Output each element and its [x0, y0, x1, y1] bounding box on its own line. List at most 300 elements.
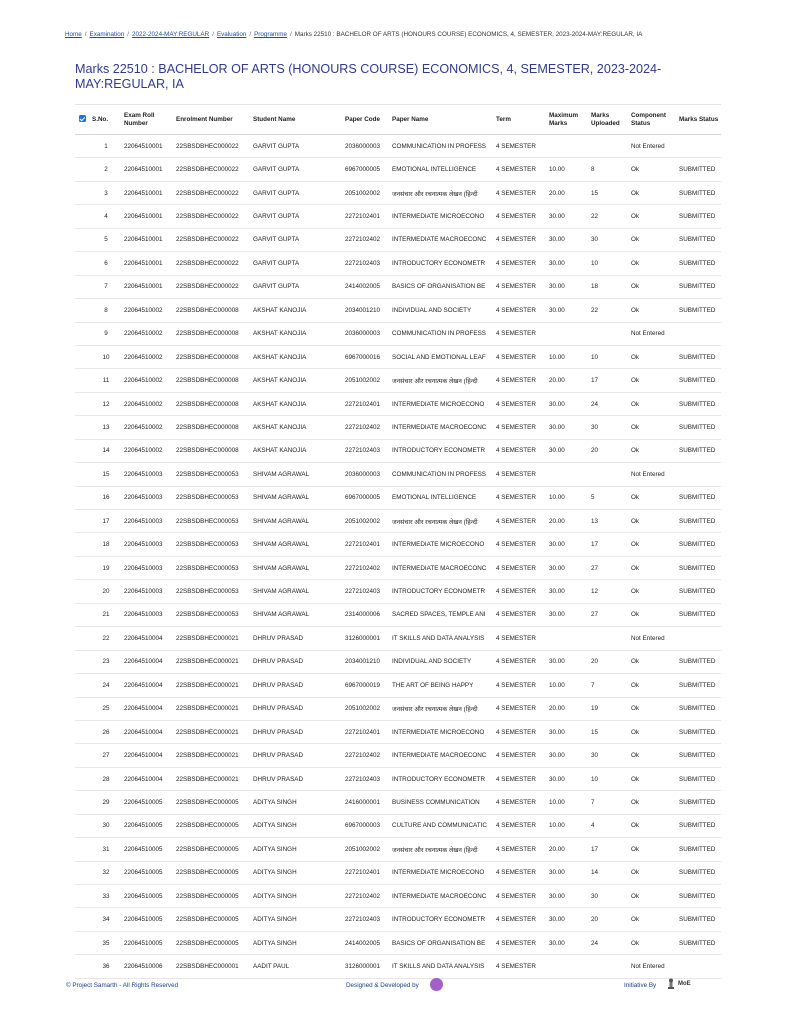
- table-row[interactable]: [75, 135, 721, 158]
- breadcrumb-examination[interactable]: Examination: [89, 31, 125, 38]
- cell-component-status: Ok: [629, 720, 677, 743]
- cell-paper-name: COMMUNICATION IN PROFESS: [390, 135, 494, 158]
- row-checkbox-cell[interactable]: [75, 510, 90, 533]
- cell-enrolment-number: 22SBSDBHEC000053: [174, 510, 251, 533]
- cell-maximum-marks: 30.00: [547, 252, 589, 275]
- cell-maximum-marks: 30.00: [547, 885, 589, 908]
- cell-marks-status: SUBMITTED: [677, 416, 721, 439]
- cell-enrolment-number: 22SBSDBHEC000053: [174, 556, 251, 579]
- cell-component-status: Ok: [629, 838, 677, 861]
- row-checkbox-cell[interactable]: [75, 861, 90, 884]
- row-checkbox-cell[interactable]: [75, 814, 90, 837]
- cell-maximum-marks: 30.00: [547, 392, 589, 415]
- cell-paper-name: INTERMEDIATE MICROECONO: [390, 392, 494, 415]
- table-row[interactable]: [75, 931, 721, 954]
- row-checkbox-cell[interactable]: [75, 533, 90, 556]
- cell-paper-code: 3126000001: [343, 955, 390, 978]
- row-checkbox-cell[interactable]: [75, 955, 90, 978]
- cell-enrolment-number: 22SBSDBHEC000053: [174, 463, 251, 486]
- cell-student-name: ADITYA SINGH: [251, 814, 343, 837]
- row-checkbox-cell[interactable]: [75, 228, 90, 251]
- cell-marks-uploaded: 27: [589, 603, 629, 626]
- cell-marks-status: SUBMITTED: [677, 931, 721, 954]
- table-row[interactable]: [75, 416, 721, 439]
- row-checkbox-cell[interactable]: [75, 158, 90, 181]
- row-checkbox-cell[interactable]: [75, 205, 90, 228]
- cell-term: 4 SEMESTER: [494, 252, 547, 275]
- row-checkbox-cell[interactable]: [75, 931, 90, 954]
- table-row[interactable]: [75, 580, 721, 603]
- cell-paper-name: जनसंचार और रचनात्मक लेखन (हिन्दी: [390, 510, 494, 533]
- cell-roll-number: 22064510004: [122, 627, 174, 650]
- table-row[interactable]: [75, 275, 721, 298]
- cell-marks-uploaded: 24: [589, 931, 629, 954]
- cell-marks-status: SUBMITTED: [677, 228, 721, 251]
- cell-component-status: Ok: [629, 931, 677, 954]
- cell-roll-number: 22064510001: [122, 252, 174, 275]
- cell-marks-status: SUBMITTED: [677, 674, 721, 697]
- table-row[interactable]: [75, 158, 721, 181]
- table-row[interactable]: [75, 205, 721, 228]
- cell-marks-uploaded: 17: [589, 838, 629, 861]
- cell-marks-status: SUBMITTED: [677, 392, 721, 415]
- cell-paper-name: INTERMEDIATE MACROECONC: [390, 885, 494, 908]
- cell-sno: 21: [90, 603, 122, 626]
- cell-marks-uploaded: 22: [589, 205, 629, 228]
- cell-paper-code: 2272102401: [343, 861, 390, 884]
- cell-component-status: Ok: [629, 885, 677, 908]
- moe-mark-text: MoE: [678, 981, 691, 987]
- cell-marks-uploaded: 24: [589, 392, 629, 415]
- table-row[interactable]: [75, 908, 721, 931]
- cell-roll-number: 22064510005: [122, 861, 174, 884]
- cell-term: 4 SEMESTER: [494, 744, 547, 767]
- row-checkbox-cell[interactable]: [75, 275, 90, 298]
- table-row[interactable]: [75, 650, 721, 673]
- row-checkbox-cell[interactable]: [75, 416, 90, 439]
- cell-marks-uploaded: [589, 322, 629, 345]
- cell-sno: 9: [90, 322, 122, 345]
- header-maximum-marks: Maximum Marks: [547, 105, 589, 135]
- cell-marks-uploaded: 17: [589, 369, 629, 392]
- cell-paper-code: 2272102403: [343, 252, 390, 275]
- cell-student-name: ADITYA SINGH: [251, 838, 343, 861]
- cell-paper-name: INTERMEDIATE MACROECONC: [390, 416, 494, 439]
- cell-maximum-marks: 10.00: [547, 345, 589, 368]
- row-checkbox-cell[interactable]: [75, 486, 90, 509]
- cell-paper-code: 2034001210: [343, 650, 390, 673]
- cell-enrolment-number: 22SBSDBHEC000008: [174, 439, 251, 462]
- footer-designed-by: Designed & Developed by: [346, 982, 419, 989]
- table-row[interactable]: [75, 838, 721, 861]
- cell-component-status: Ok: [629, 299, 677, 322]
- cell-term: 4 SEMESTER: [494, 228, 547, 251]
- cell-sno: 14: [90, 439, 122, 462]
- cell-maximum-marks: 10.00: [547, 674, 589, 697]
- cell-paper-code: 2314000006: [343, 603, 390, 626]
- cell-maximum-marks: 30.00: [547, 416, 589, 439]
- cell-maximum-marks: 30.00: [547, 650, 589, 673]
- cell-sno: 17: [90, 510, 122, 533]
- cell-student-name: SHIVAM AGRAWAL: [251, 556, 343, 579]
- row-checkbox-cell[interactable]: [75, 556, 90, 579]
- cell-term: 4 SEMESTER: [494, 580, 547, 603]
- table-row[interactable]: [75, 791, 721, 814]
- cell-marks-status: SUBMITTED: [677, 252, 721, 275]
- cell-sno: 4: [90, 205, 122, 228]
- row-checkbox-cell[interactable]: [75, 885, 90, 908]
- cell-paper-code: 2272102401: [343, 392, 390, 415]
- cell-roll-number: 22064510002: [122, 345, 174, 368]
- cell-paper-code: 2272102403: [343, 439, 390, 462]
- cell-paper-name: BUSINESS COMMUNICATION: [390, 791, 494, 814]
- cell-marks-status: SUBMITTED: [677, 814, 721, 837]
- row-checkbox-cell[interactable]: [75, 463, 90, 486]
- table-row[interactable]: [75, 556, 721, 579]
- table-row[interactable]: [75, 767, 721, 790]
- cell-maximum-marks: 10.00: [547, 486, 589, 509]
- cell-term: 4 SEMESTER: [494, 791, 547, 814]
- cell-paper-code: 3126000001: [343, 627, 390, 650]
- cell-sno: 27: [90, 744, 122, 767]
- table-row[interactable]: [75, 885, 721, 908]
- cell-maximum-marks: 30.00: [547, 767, 589, 790]
- cell-roll-number: 22064510004: [122, 697, 174, 720]
- cell-marks-uploaded: 27: [589, 556, 629, 579]
- cell-sno: 1: [90, 135, 122, 158]
- row-checkbox-cell[interactable]: [75, 252, 90, 275]
- cell-maximum-marks: 30.00: [547, 275, 589, 298]
- cell-enrolment-number: 22SBSDBHEC000053: [174, 486, 251, 509]
- cell-marks-status: [677, 627, 721, 650]
- header-paper-code: Paper Code: [343, 105, 390, 135]
- breadcrumb-current: Marks 22510 : BACHELOR OF ARTS (HONOURS COURSE) ECONOMICS, 4, SEMESTER, 2023-2024-MAY:REGULAR, IA: [294, 31, 643, 38]
- table-row[interactable]: [75, 181, 721, 204]
- cell-component-status: Ok: [629, 908, 677, 931]
- cell-roll-number: 22064510003: [122, 486, 174, 509]
- cell-term: 4 SEMESTER: [494, 158, 547, 181]
- header-roll-number: Exam Roll Number: [122, 105, 174, 135]
- cell-sno: 24: [90, 674, 122, 697]
- cell-term: 4 SEMESTER: [494, 322, 547, 345]
- project-samarth-logo-icon[interactable]: [430, 978, 443, 991]
- table-row[interactable]: [75, 955, 721, 978]
- cell-maximum-marks: 30.00: [547, 228, 589, 251]
- cell-term: 4 SEMESTER: [494, 486, 547, 509]
- cell-enrolment-number: 22SBSDBHEC000022: [174, 205, 251, 228]
- table-row[interactable]: [75, 627, 721, 650]
- cell-student-name: SHIVAM AGRAWAL: [251, 486, 343, 509]
- cell-term: 4 SEMESTER: [494, 205, 547, 228]
- table-row[interactable]: [75, 674, 721, 697]
- table-row[interactable]: [75, 439, 721, 462]
- cell-maximum-marks: 30.00: [547, 205, 589, 228]
- cell-enrolment-number: 22SBSDBHEC000008: [174, 369, 251, 392]
- cell-paper-code: 6967000005: [343, 486, 390, 509]
- cell-paper-code: 2036000003: [343, 322, 390, 345]
- cell-roll-number: 22064510005: [122, 931, 174, 954]
- cell-component-status: Ok: [629, 205, 677, 228]
- row-checkbox-cell[interactable]: [75, 345, 90, 368]
- row-checkbox-cell[interactable]: [75, 369, 90, 392]
- row-checkbox-cell[interactable]: [75, 791, 90, 814]
- table-row[interactable]: [75, 369, 721, 392]
- table-header-row: [75, 105, 721, 135]
- cell-sno: 35: [90, 931, 122, 954]
- cell-enrolment-number: 22SBSDBHEC000008: [174, 416, 251, 439]
- cell-marks-uploaded: 30: [589, 744, 629, 767]
- row-checkbox-cell[interactable]: [75, 603, 90, 626]
- cell-paper-code: 2272102402: [343, 416, 390, 439]
- cell-term: 4 SEMESTER: [494, 838, 547, 861]
- cell-sno: 32: [90, 861, 122, 884]
- table-row[interactable]: [75, 744, 721, 767]
- breadcrumb-session[interactable]: 2022-2024-MAY:REGULAR: [131, 31, 210, 38]
- cell-paper-name: INTRODUCTORY ECONOMETR: [390, 580, 494, 603]
- breadcrumb: [65, 31, 765, 38]
- cell-enrolment-number: 22SBSDBHEC000005: [174, 885, 251, 908]
- cell-sno: 3: [90, 181, 122, 204]
- cell-term: 4 SEMESTER: [494, 650, 547, 673]
- select-all-checkbox-icon[interactable]: [79, 115, 86, 122]
- cell-paper-name: INDIVIDUAL AND SOCIETY: [390, 299, 494, 322]
- cell-student-name: SHIVAM AGRAWAL: [251, 510, 343, 533]
- cell-enrolment-number: 22SBSDBHEC000005: [174, 791, 251, 814]
- cell-paper-name: INTERMEDIATE MICROECONO: [390, 205, 494, 228]
- cell-sno: 13: [90, 416, 122, 439]
- cell-sno: 6: [90, 252, 122, 275]
- cell-enrolment-number: 22SBSDBHEC000005: [174, 861, 251, 884]
- row-checkbox-cell[interactable]: [75, 627, 90, 650]
- table-row[interactable]: [75, 603, 721, 626]
- cell-marks-status: SUBMITTED: [677, 603, 721, 626]
- cell-roll-number: 22064510002: [122, 369, 174, 392]
- cell-maximum-marks: [547, 463, 589, 486]
- cell-student-name: SHIVAM AGRAWAL: [251, 580, 343, 603]
- cell-student-name: AKSHAT KANOJIA: [251, 369, 343, 392]
- cell-maximum-marks: 30.00: [547, 744, 589, 767]
- cell-enrolment-number: 22SBSDBHEC000001: [174, 955, 251, 978]
- cell-student-name: DHRUV PRASAD: [251, 650, 343, 673]
- cell-paper-name: INTRODUCTORY ECONOMETR: [390, 767, 494, 790]
- cell-student-name: AKSHAT KANOJIA: [251, 299, 343, 322]
- cell-term: 4 SEMESTER: [494, 181, 547, 204]
- row-checkbox-cell[interactable]: [75, 674, 90, 697]
- cell-maximum-marks: 30.00: [547, 439, 589, 462]
- table-row[interactable]: [75, 861, 721, 884]
- cell-marks-status: SUBMITTED: [677, 791, 721, 814]
- cell-paper-name: INTERMEDIATE MICROECONO: [390, 720, 494, 743]
- cell-roll-number: 22064510005: [122, 791, 174, 814]
- cell-paper-code: 2272102403: [343, 767, 390, 790]
- cell-enrolment-number: 22SBSDBHEC000008: [174, 392, 251, 415]
- table-row[interactable]: [75, 392, 721, 415]
- cell-enrolment-number: 22SBSDBHEC000005: [174, 838, 251, 861]
- footer-initiative-by: Initiative By: [624, 982, 657, 989]
- cell-term: 4 SEMESTER: [494, 369, 547, 392]
- cell-enrolment-number: 22SBSDBHEC000005: [174, 908, 251, 931]
- cell-marks-status: SUBMITTED: [677, 275, 721, 298]
- cell-sno: 31: [90, 838, 122, 861]
- cell-paper-code: 2416000001: [343, 791, 390, 814]
- row-checkbox-cell[interactable]: [75, 439, 90, 462]
- cell-term: 4 SEMESTER: [494, 416, 547, 439]
- header-marks-uploaded: Marks Uploaded: [589, 105, 629, 135]
- row-checkbox-cell[interactable]: [75, 744, 90, 767]
- cell-marks-uploaded: 19: [589, 697, 629, 720]
- cell-component-status: Ok: [629, 556, 677, 579]
- cell-maximum-marks: 30.00: [547, 580, 589, 603]
- cell-term: 4 SEMESTER: [494, 908, 547, 931]
- cell-roll-number: 22064510001: [122, 205, 174, 228]
- cell-marks-status: SUBMITTED: [677, 510, 721, 533]
- cell-sno: 28: [90, 767, 122, 790]
- cell-sno: 11: [90, 369, 122, 392]
- cell-paper-code: 2051002002: [343, 181, 390, 204]
- row-checkbox-cell[interactable]: [75, 697, 90, 720]
- cell-student-name: GARVIT GUPTA: [251, 135, 343, 158]
- select-all-checkbox-cell[interactable]: [75, 105, 90, 135]
- row-checkbox-cell[interactable]: [75, 322, 90, 345]
- cell-maximum-marks: 30.00: [547, 861, 589, 884]
- row-checkbox-cell[interactable]: [75, 580, 90, 603]
- row-checkbox-cell[interactable]: [75, 299, 90, 322]
- row-checkbox-cell[interactable]: [75, 135, 90, 158]
- cell-student-name: DHRUV PRASAD: [251, 744, 343, 767]
- cell-enrolment-number: 22SBSDBHEC000021: [174, 674, 251, 697]
- cell-component-status: Ok: [629, 791, 677, 814]
- row-checkbox-cell[interactable]: [75, 767, 90, 790]
- cell-roll-number: 22064510002: [122, 439, 174, 462]
- cell-roll-number: 22064510001: [122, 275, 174, 298]
- table-row[interactable]: [75, 486, 721, 509]
- table-row[interactable]: [75, 533, 721, 556]
- cell-roll-number: 22064510001: [122, 181, 174, 204]
- cell-marks-status: [677, 135, 721, 158]
- cell-paper-name: जनसंचार और रचनात्मक लेखन (हिन्दी: [390, 369, 494, 392]
- breadcrumb-programme[interactable]: Programme: [254, 31, 287, 38]
- cell-component-status: Ok: [629, 674, 677, 697]
- breadcrumb-separator: /: [212, 31, 214, 38]
- cell-marks-status: SUBMITTED: [677, 181, 721, 204]
- cell-component-status: Ok: [629, 252, 677, 275]
- cell-paper-code: 2414002005: [343, 931, 390, 954]
- cell-student-name: SHIVAM AGRAWAL: [251, 463, 343, 486]
- cell-term: 4 SEMESTER: [494, 533, 547, 556]
- table-row[interactable]: [75, 697, 721, 720]
- table-row[interactable]: [75, 345, 721, 368]
- table-row[interactable]: [75, 720, 721, 743]
- cell-sno: 25: [90, 697, 122, 720]
- cell-paper-code: 2034001210: [343, 299, 390, 322]
- row-checkbox-cell[interactable]: [75, 392, 90, 415]
- cell-paper-name: INTERMEDIATE MACROECONC: [390, 744, 494, 767]
- breadcrumb-separator: /: [127, 31, 129, 38]
- breadcrumb-home[interactable]: Home: [65, 31, 82, 38]
- cell-component-status: Ok: [629, 767, 677, 790]
- cell-paper-code: 6967000005: [343, 158, 390, 181]
- cell-student-name: ADITYA SINGH: [251, 885, 343, 908]
- cell-maximum-marks: 30.00: [547, 299, 589, 322]
- cell-term: 4 SEMESTER: [494, 345, 547, 368]
- table-row[interactable]: [75, 228, 721, 251]
- cell-term: 4 SEMESTER: [494, 299, 547, 322]
- cell-paper-name: INTRODUCTORY ECONOMETR: [390, 252, 494, 275]
- cell-paper-code: 2414002005: [343, 275, 390, 298]
- cell-paper-name: SACRED SPACES, TEMPLE ANI: [390, 603, 494, 626]
- row-checkbox-cell[interactable]: [75, 838, 90, 861]
- cell-sno: 29: [90, 791, 122, 814]
- breadcrumb-evaluation[interactable]: Evaluation: [216, 31, 247, 38]
- cell-marks-uploaded: [589, 463, 629, 486]
- cell-maximum-marks: 30.00: [547, 556, 589, 579]
- cell-roll-number: 22064510005: [122, 838, 174, 861]
- cell-term: 4 SEMESTER: [494, 767, 547, 790]
- cell-roll-number: 22064510006: [122, 955, 174, 978]
- cell-enrolment-number: 22SBSDBHEC000022: [174, 275, 251, 298]
- cell-paper-name: INTERMEDIATE MACROECONC: [390, 556, 494, 579]
- cell-roll-number: 22064510001: [122, 135, 174, 158]
- cell-marks-uploaded: 20: [589, 439, 629, 462]
- cell-enrolment-number: 22SBSDBHEC000021: [174, 650, 251, 673]
- cell-student-name: AKSHAT KANOJIA: [251, 345, 343, 368]
- table-row[interactable]: [75, 463, 721, 486]
- cell-component-status: Ok: [629, 510, 677, 533]
- row-checkbox-cell[interactable]: [75, 720, 90, 743]
- row-checkbox-cell[interactable]: [75, 908, 90, 931]
- cell-marks-status: SUBMITTED: [677, 556, 721, 579]
- cell-paper-code: 2051002002: [343, 697, 390, 720]
- cell-roll-number: 22064510003: [122, 580, 174, 603]
- cell-maximum-marks: 20.00: [547, 369, 589, 392]
- cell-marks-status: SUBMITTED: [677, 205, 721, 228]
- table-row[interactable]: [75, 322, 721, 345]
- cell-marks-uploaded: [589, 955, 629, 978]
- header-component-status: Component Status: [629, 105, 677, 135]
- cell-student-name: AKSHAT KANOJIA: [251, 392, 343, 415]
- cell-roll-number: 22064510002: [122, 299, 174, 322]
- cell-sno: 16: [90, 486, 122, 509]
- table-row[interactable]: [75, 814, 721, 837]
- row-checkbox-cell[interactable]: [75, 181, 90, 204]
- cell-student-name: DHRUV PRASAD: [251, 674, 343, 697]
- table-row[interactable]: [75, 299, 721, 322]
- cell-roll-number: 22064510004: [122, 720, 174, 743]
- cell-paper-code: 2272102402: [343, 744, 390, 767]
- cell-paper-code: 2272102403: [343, 580, 390, 603]
- cell-component-status: Not Entered: [629, 627, 677, 650]
- cell-paper-name: CULTURE AND COMMUNICATIC: [390, 814, 494, 837]
- cell-component-status: Ok: [629, 580, 677, 603]
- cell-student-name: GARVIT GUPTA: [251, 205, 343, 228]
- cell-component-status: Not Entered: [629, 135, 677, 158]
- cell-paper-code: 2036000003: [343, 135, 390, 158]
- row-checkbox-cell[interactable]: [75, 650, 90, 673]
- cell-enrolment-number: 22SBSDBHEC000005: [174, 814, 251, 837]
- table-row[interactable]: [75, 252, 721, 275]
- table-row[interactable]: [75, 510, 721, 533]
- cell-sno: 18: [90, 533, 122, 556]
- cell-sno: 8: [90, 299, 122, 322]
- cell-student-name: DHRUV PRASAD: [251, 697, 343, 720]
- header-term: Term: [494, 105, 547, 135]
- cell-paper-code: 2036000003: [343, 463, 390, 486]
- cell-enrolment-number: 22SBSDBHEC000021: [174, 767, 251, 790]
- cell-marks-status: SUBMITTED: [677, 345, 721, 368]
- cell-sno: 22: [90, 627, 122, 650]
- cell-sno: 30: [90, 814, 122, 837]
- breadcrumb-separator: /: [84, 31, 87, 38]
